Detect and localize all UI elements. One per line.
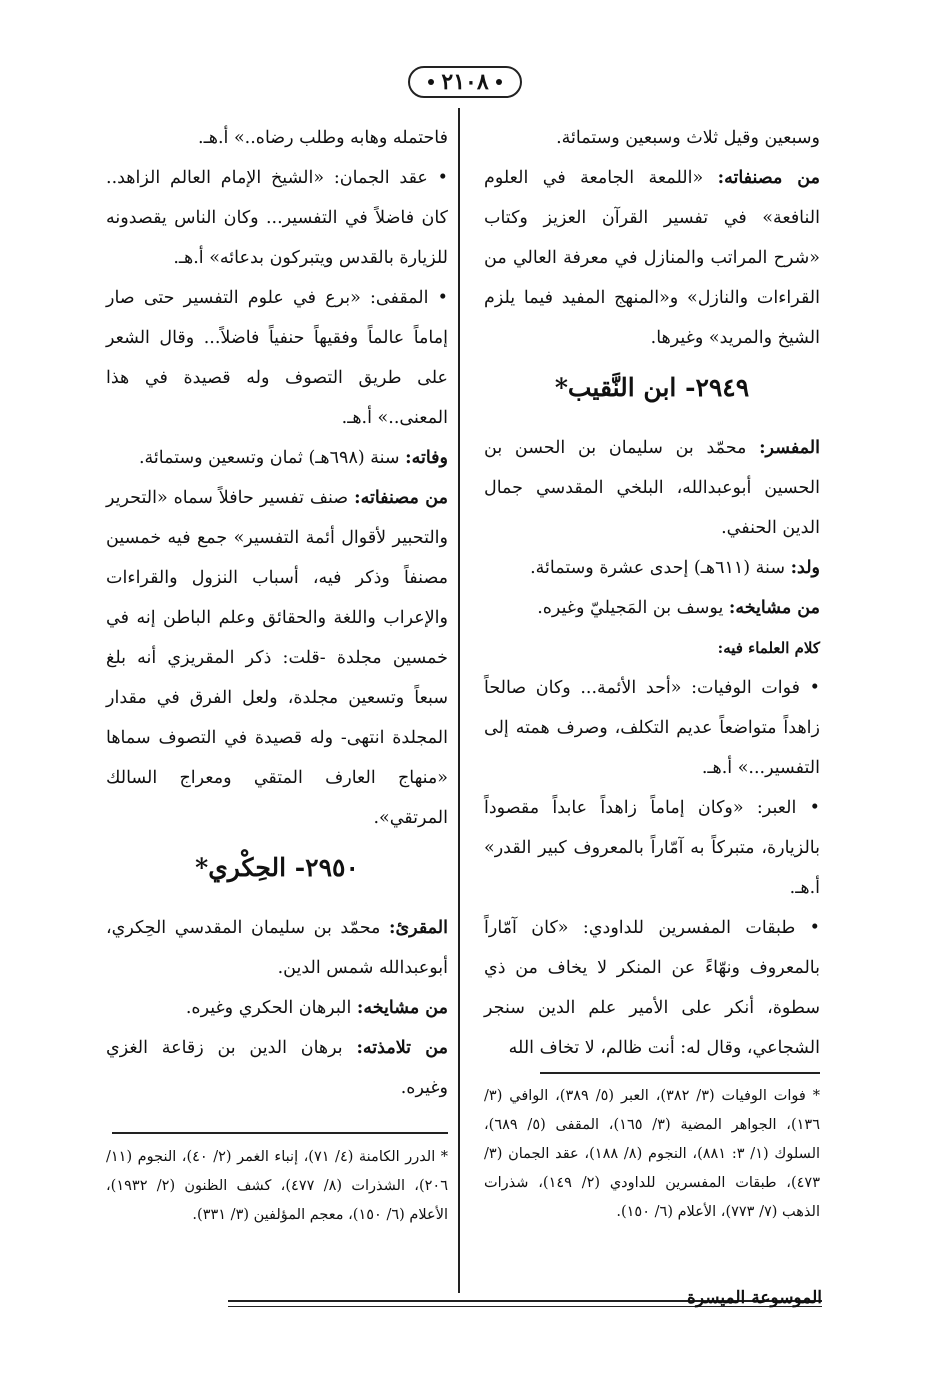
quote-paragraph: • العبر: «وكان إماماً زاهداً عابداً مقصوداً بالزيارة، متبركاً به آمّاراً بالمعروف كبير القدر» أ.هـ. [484, 798, 820, 898]
footnote-right: * فوات الوفيات (٣/ ٣٨٢)، العبر (٥/ ٣٨٩)، الوافي (٣/ ١٣٦)، الجواهر المضية (٣/ ١٦٥)، المقفى (٥/ ٦٨٩)، السلوك (١/ ٣: ٨٨١)، النجوم (٨/ ١٨٨)، عقد الجمان (٣/ ٤٧٣)، طبقات المفسرين للداودي (٢/ ١٤٩)، شذرات الذهب (٧/ ٧٧٣)، الأعلام (٦/ ١٥٠). [484, 1088, 821, 1220]
quote-paragraph: • المقفى: «برع في علوم التفسير حتى صار إماماً عالماً وفقيهاً حنفياً فاضلاً... وقال الشعر على طريق التصوف وله قصيدة في هذا المعنى..» أ.هـ. [106, 288, 448, 428]
entry-title: ٢٩٥٠- الحِكْري* [195, 853, 359, 882]
column-divider [458, 108, 460, 1293]
field-label: من مشايخه: [728, 598, 820, 618]
field-text: محمّد بن سليمان المقدسي الحِكري، أبوعبدالله شمس الدين. [106, 918, 448, 978]
paragraph: وسبعين وقيل ثلاث وسبعين وستمائة. [556, 128, 820, 148]
left-column [106, 118, 448, 1108]
field-label: من مصنفاته: [354, 488, 448, 508]
field-label: المقرئ: [389, 918, 448, 938]
paragraph [106, 478, 448, 838]
section-heading: كلام العلماء فيه: [717, 639, 820, 657]
quote-paragraph: • طبقات المفسرين للداودي: «كان آمّاراً بالمعروف ونهّاءً عن المنكر لا يخاف من ذي سطوة، أنكر على الأمير علم الدين سنجر الشجاعي، وقال له: أنت ظالم، لا تخاف الله [484, 918, 820, 1058]
field-text: البرهان الحكري وغيره. [185, 998, 357, 1018]
paragraph [106, 908, 448, 988]
field-text: يوسف بن المَجيليّ وغيره. [537, 598, 729, 618]
footnote-rule-right [540, 1072, 820, 1074]
field-text: محمّد بن سليمان بن الحسن بن الحسين أبوعبدالله، البلخي المقدسي جمال الدين الحنفي. [484, 438, 820, 538]
quote-paragraph: • عقد الجمان: «الشيخ الإمام العالم الزاهد.. كان فاضلاً في التفسير... وكان الناس يقصدونه للزيارة بالقدس ويتبركون بدعائه» أ.هـ. [106, 168, 448, 268]
footnote-left: * الدرر الكامنة (٤/ ٧١)، إنباء الغمر (٢/ ٤٠)، النجوم (١١/ ٢٠٦)، الشذرات (٨/ ٤٧٧)، كشف الظنون (٢/ ١٩٣٢)، الأعلام (٦/ ١٥٠)، معجم المؤلفين (٣/ ٣٣١). [106, 1149, 449, 1223]
entry-title: ٢٩٤٩- ابن النَّقيب* [554, 373, 750, 402]
paragraph [106, 988, 448, 1028]
quote-paragraph: • فوات الوفيات: «أحد الأئمة... وكان صالحاً زاهداً متواضعاً عديم التكلف، وصرف همته إلى التفسير...» أ.هـ. [484, 678, 820, 778]
field-text: «اللمعة الجامعة في العلوم النافعة» في تفسير القرآن العزيز وكتاب «شرح المراتب والمنازل في معرفة العالي من القراءات والنازل» و«المنهج المفيد فيما يلزم الشيخ والمريد» وغيرها. [484, 168, 820, 348]
paragraph [106, 1028, 448, 1108]
paragraph [106, 438, 448, 478]
paragraph [484, 158, 820, 358]
field-label: من مشايخه: [356, 998, 448, 1018]
field-label: من تلامذته: [356, 1038, 449, 1058]
field-label: وفاته: [405, 448, 448, 468]
field-label: من مصنفاته: [717, 168, 821, 188]
field-label: ولد: [790, 558, 820, 578]
page-number-ornament [408, 62, 522, 102]
right-column [484, 118, 820, 1068]
page-number: ٢١٠٨ [441, 69, 489, 95]
footer-title: الموسوعة الميسرة [686, 1288, 822, 1308]
paragraph [484, 588, 820, 628]
footnote-rule-left [112, 1132, 448, 1134]
field-text: برهان الدين بن زقاعة الغزي وغيره. [106, 1038, 448, 1098]
field-text: سنة (٦١١هـ) إحدى عشرة وستمائة. [530, 558, 791, 578]
field-text: سنة (٦٩٨هـ) ثمان وتسعين وستمائة. [138, 448, 406, 468]
paragraph [484, 428, 820, 548]
field-text: صنف تفسير حافلاً سماه «التحرير والتحبير لأقوال أئمة التفسير» جمع فيه خمسين مصنفاً وذكر فيه، أسباب النزول والقراءات والإعراب واللغة والحقائق وعلم الباطن إنه في خمسين مجلدة -قلت: ذكر المقريزي أنه بلغ سبعاً وتسعين مجلدة، ولعل الفرق في مقدار المجلدة انتهى- وله قصيدة في التصوف سماها «منهاج العارف المتقي ومعراج السالك المرتقي». [106, 488, 448, 828]
paragraph: فاحتمله وهابه وطلب رضاه..» أ.هـ. [198, 128, 448, 148]
paragraph [484, 548, 820, 588]
field-label: المفسر: [759, 438, 820, 458]
